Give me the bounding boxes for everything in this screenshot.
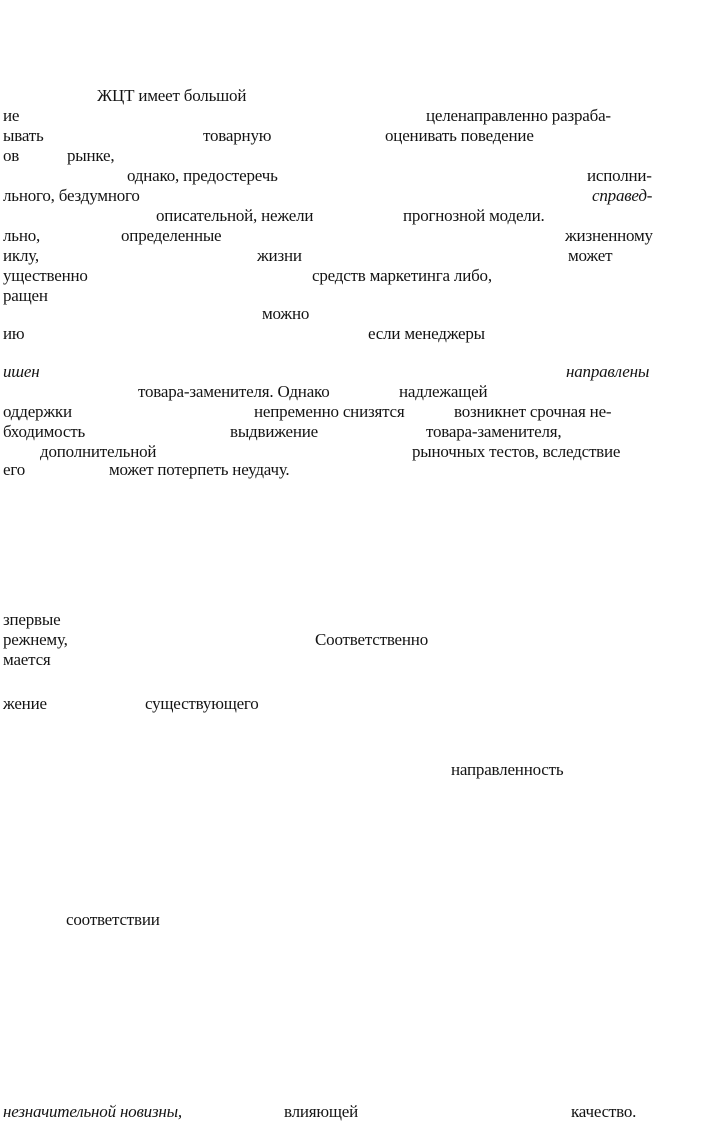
text-fragment: ов xyxy=(3,146,20,165)
text-fragment: мается xyxy=(3,650,51,669)
text-fragment: зпервые xyxy=(3,610,61,629)
text-fragment: однако, предостеречь xyxy=(127,166,278,185)
text-fragment: льного, бездумного xyxy=(3,186,140,205)
text-fragment: ращен xyxy=(3,286,48,305)
text-fragment: может xyxy=(568,246,613,265)
text-fragment: льно, xyxy=(3,226,41,245)
text-fragment: направленность xyxy=(451,760,564,779)
text-fragment: выдвижение xyxy=(230,422,319,441)
text-fragment: качество. xyxy=(571,1102,637,1121)
text-fragment: жизни xyxy=(257,246,302,265)
text-fragment: ие xyxy=(3,106,20,125)
text-fragment: бходимость xyxy=(3,422,86,441)
text-fragment: ЖЦТ имеет большой xyxy=(97,86,247,105)
text-fragment: средств маркетинга либо, xyxy=(312,266,492,285)
text-fragment: рынке, xyxy=(67,146,115,165)
text-fragment: рыночных тестов, вследствие xyxy=(412,442,621,461)
text-fragment: возникнет срочная не- xyxy=(454,402,612,421)
text-fragment: оддержки xyxy=(3,402,72,421)
text-fragment: может потерпеть неудачу. xyxy=(109,460,290,479)
text-fragment: ущественно xyxy=(3,266,88,285)
text-fragment: его xyxy=(3,460,25,479)
text-fragment: описательной, нежели xyxy=(156,206,314,225)
text-fragment: товара-заменителя. Однако xyxy=(138,382,330,401)
text-fragment: если менеджеры xyxy=(368,324,485,343)
text-fragment: дополнительной xyxy=(40,442,157,461)
text-fragment: ию xyxy=(3,324,25,343)
text-fragment: жение xyxy=(3,694,47,713)
text-fragment: существующего xyxy=(145,694,259,713)
text-fragment: жизненному xyxy=(565,226,653,245)
text-fragment: соответствии xyxy=(66,910,160,929)
text-fragment: Соответственно xyxy=(315,630,428,649)
text-fragment: целенаправленно разраба- xyxy=(426,106,611,125)
text-fragment: режнему, xyxy=(3,630,68,649)
text-fragment: ишен xyxy=(3,362,40,381)
text-fragment: незначительной новизны, xyxy=(3,1102,182,1121)
text-fragment: прогнозной модели. xyxy=(403,206,545,225)
text-fragment: справед- xyxy=(592,186,653,205)
text-fragment: товарную xyxy=(203,126,272,145)
text-fragment: непременно снизятся xyxy=(254,402,405,421)
text-fragment: надлежащей xyxy=(399,382,488,401)
text-fragment: исполни- xyxy=(587,166,652,185)
text-fragment: влияющей xyxy=(284,1102,359,1121)
text-fragment: можно xyxy=(262,304,310,323)
text-fragment: направлены xyxy=(566,362,650,381)
text-fragment: ывать xyxy=(3,126,44,145)
text-fragment: оценивать поведение xyxy=(385,126,534,145)
text-fragment: иклу, xyxy=(3,246,39,265)
text-fragment: определенные xyxy=(121,226,222,245)
text-fragment: товара-заменителя, xyxy=(426,422,562,441)
